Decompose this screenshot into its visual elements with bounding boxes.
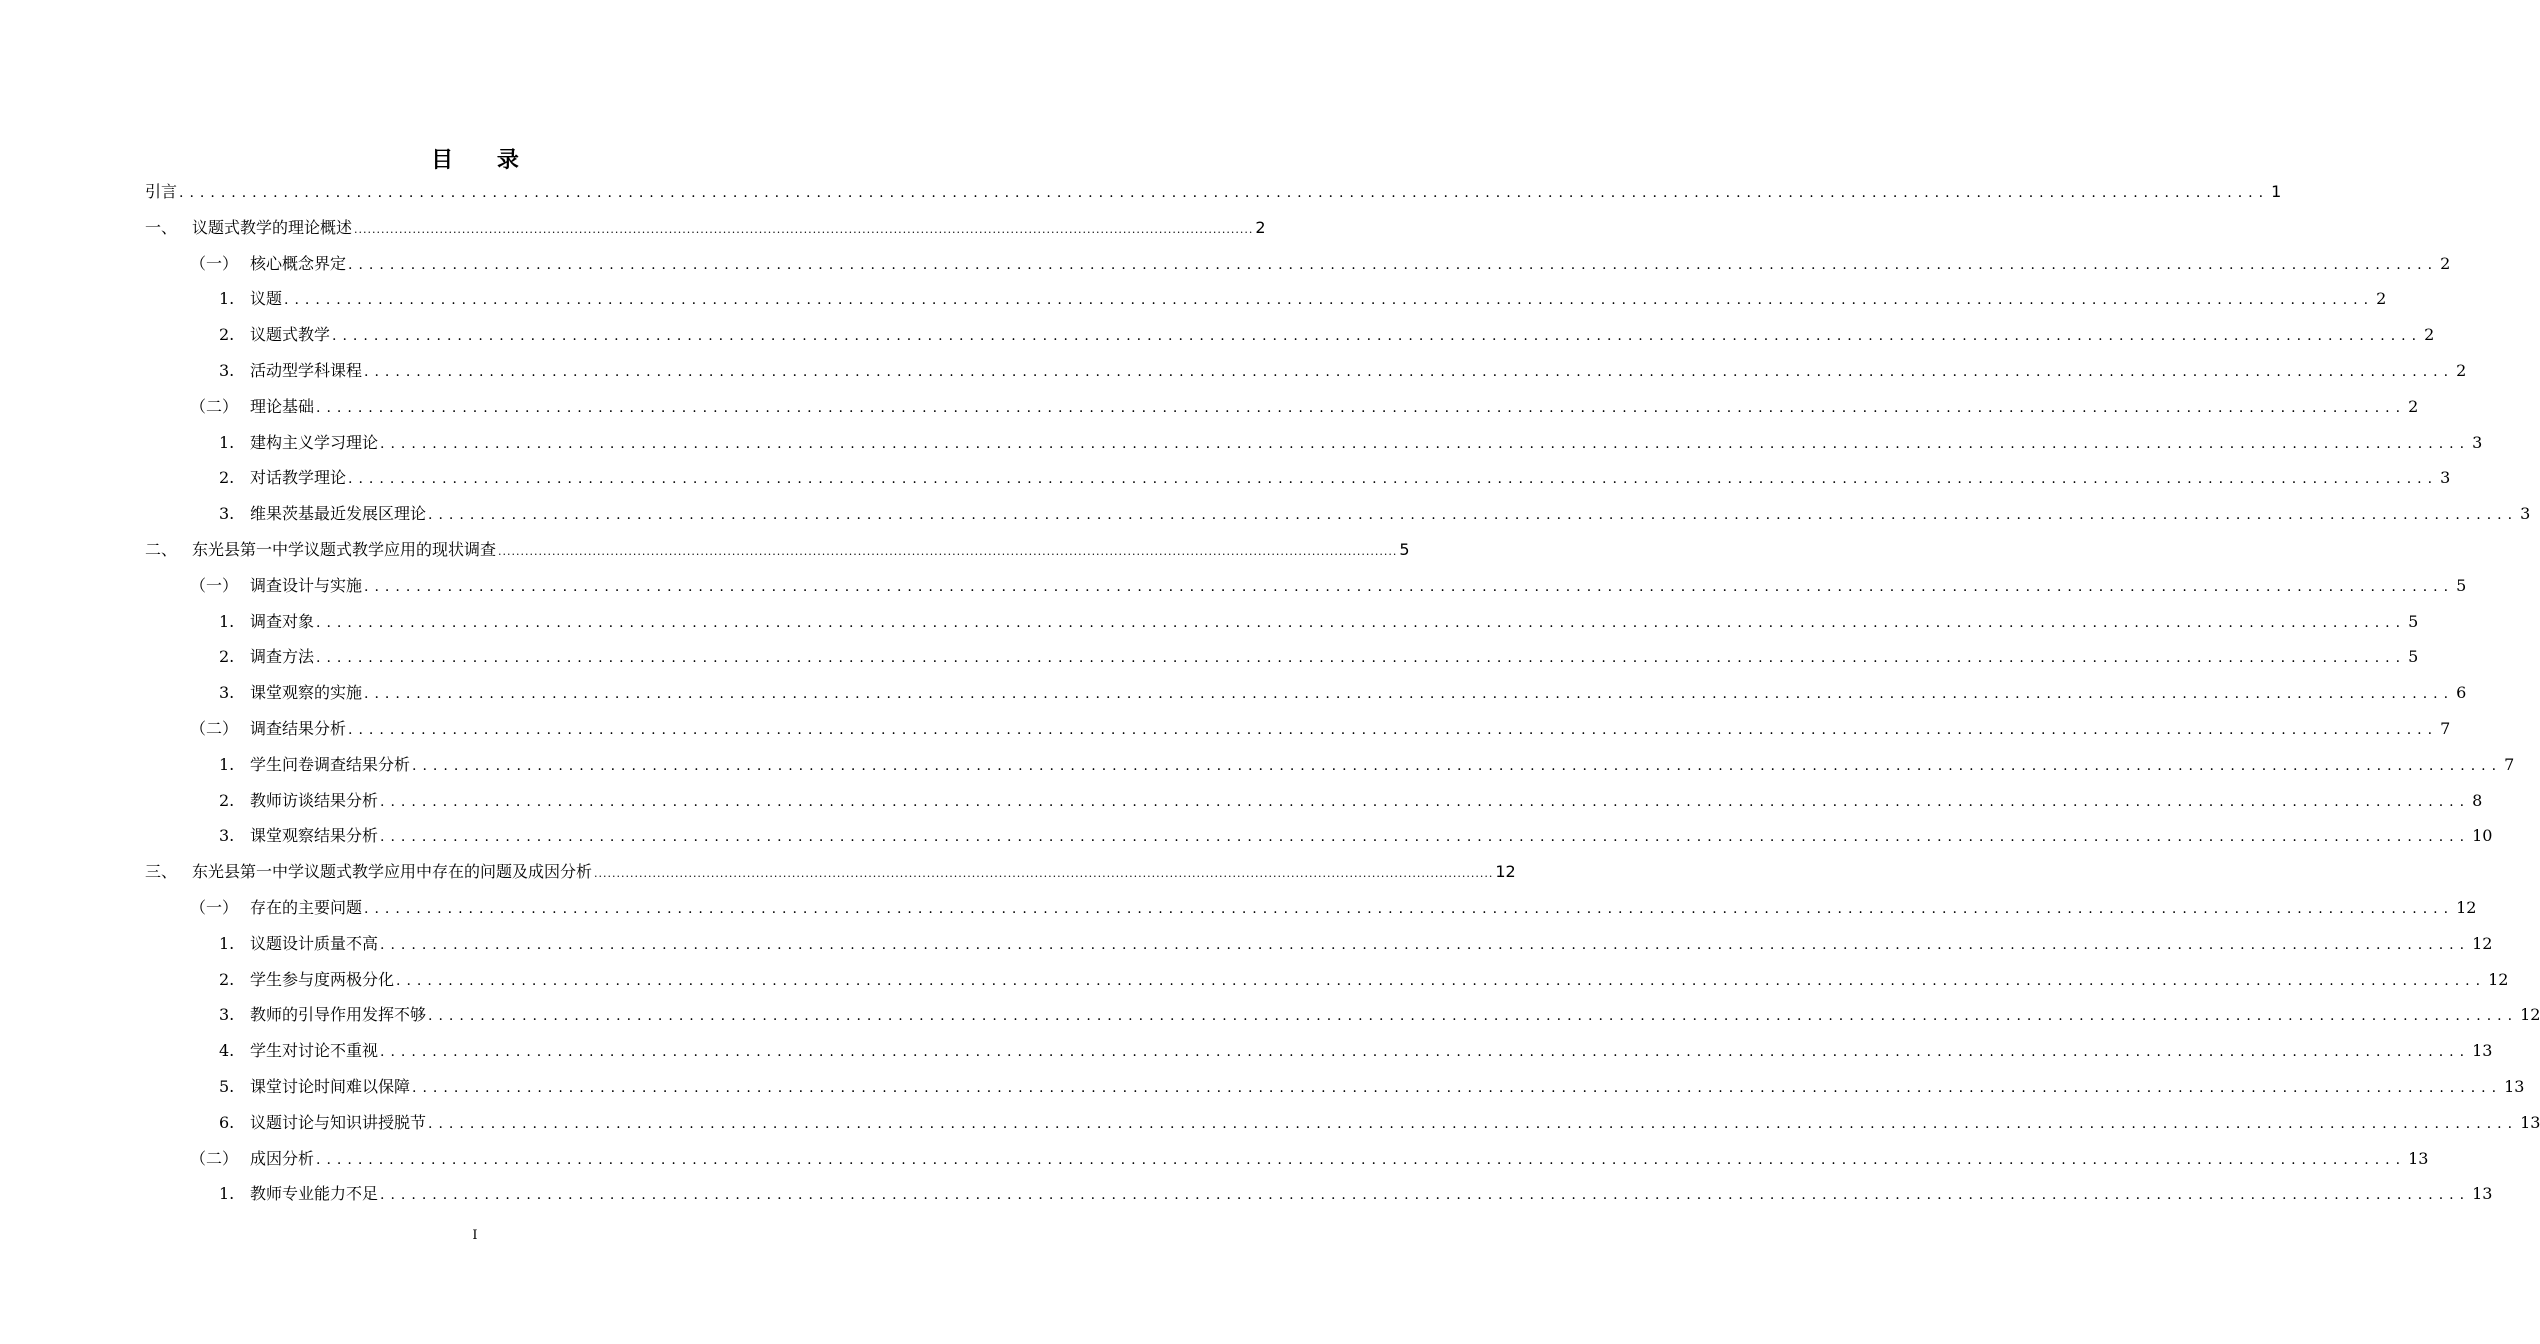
- toc-dot-leader: ........................................................................................................................................................................................................: [364, 686, 2455, 703]
- toc-entry[interactable]: [145, 1069, 2525, 1105]
- toc-entry-page: 5: [2408, 647, 2419, 667]
- toc-dot-leader: ........................................................................................................................................................................................................: [380, 936, 2471, 953]
- toc-dot-leader: ........................................................................................................................................................................................................: [348, 721, 2439, 738]
- toc-entry-number: 1.: [219, 1184, 235, 1204]
- toc-entry-number: 二、: [145, 539, 178, 559]
- toc-entry-page: 2: [2440, 253, 2451, 273]
- toc-entry-page: 13: [2504, 1076, 2525, 1096]
- toc-entry[interactable]: [145, 532, 1410, 568]
- toc-dot-leader: ........................................................................................................................................................................................................: [316, 1151, 2407, 1168]
- toc-entry-page: 13: [2472, 1041, 2493, 1061]
- toc-dot-leader: ........................................................................................................................................................................................................: [364, 900, 2455, 917]
- toc-entry-number: 2.: [219, 790, 235, 810]
- toc-entry-number: （一）: [190, 253, 239, 273]
- toc-entry-page: 13: [2520, 1112, 2540, 1132]
- toc-dot-leader: ........................................................................................................................................................................................................: [380, 1187, 2471, 1204]
- toc-entry-title: 调查设计与实施: [250, 575, 363, 595]
- toc-entry-page: 13: [2408, 1148, 2429, 1168]
- toc-dot-leader: ........................................................................................................................................................................................................: [498, 544, 1398, 558]
- toc-entry[interactable]: [145, 854, 1516, 890]
- toc-entry-title: 理论基础: [250, 396, 315, 416]
- toc-entry-page: 1: [2271, 182, 2282, 201]
- toc-entry-page: 2: [2376, 289, 2387, 309]
- toc-entry-number: （二）: [190, 1148, 239, 1168]
- toc-entry[interactable]: [145, 246, 2451, 282]
- toc-dot-leader: ........................................................................................................................................................................................................: [412, 1079, 2503, 1096]
- toc-dot-leader: ........................................................................................................................................................................................................: [348, 256, 2439, 273]
- toc-entry[interactable]: [145, 926, 2493, 962]
- toc-entry[interactable]: [145, 675, 2467, 711]
- toc-entry-title: 议题讨论与知识讲授脱节: [250, 1112, 427, 1132]
- toc-entry[interactable]: [145, 568, 2467, 604]
- toc-entry-title: 活动型学科课程: [250, 360, 363, 380]
- toc-dot-leader: ........................................................................................................................................................................................................: [348, 471, 2439, 488]
- toc-entry-title: 存在的主要问题: [250, 897, 363, 917]
- toc-entry-page: 2: [1255, 217, 1266, 237]
- toc-entry-number: 2.: [219, 468, 235, 488]
- toc-entry-number: 3.: [219, 360, 235, 380]
- toc-dot-leader: ........................................................................................................................................................................................................: [332, 328, 2423, 345]
- toc-entry[interactable]: [145, 281, 2387, 317]
- toc-entry[interactable]: [145, 818, 2493, 854]
- toc-entry-page: 12: [2456, 897, 2477, 917]
- toc-entry-title: 学生对讨论不重视: [250, 1041, 379, 1061]
- toc-entry[interactable]: [145, 317, 2435, 353]
- toc-entry-page: 10: [2472, 826, 2493, 846]
- toc-entry-title: 对话教学理论: [250, 468, 347, 488]
- toc-entry-title: 学生参与度两极分化: [250, 969, 395, 989]
- toc-entry[interactable]: [145, 425, 2483, 461]
- toc-entry-number: （一）: [190, 897, 239, 917]
- toc-entry[interactable]: [145, 1141, 2429, 1177]
- toc-entry-number: 3.: [219, 683, 235, 703]
- toc-entry-page: 6: [2456, 683, 2467, 703]
- toc-entry-page: 7: [2440, 718, 2451, 738]
- toc-entry-number: 4.: [219, 1041, 235, 1061]
- toc-entry[interactable]: [145, 1105, 2540, 1141]
- toc-entry-page: 5: [2408, 611, 2419, 631]
- toc-entry-page: 5: [2456, 575, 2467, 595]
- toc-dot-leader: ........................................................................................................................................................................................................: [316, 614, 2407, 631]
- toc-entry-page: 12: [1495, 862, 1516, 882]
- toc-dot-leader: ........................................................................................................................................................................................................: [396, 972, 2487, 989]
- toc-entry-title: 东光县第一中学议题式教学应用的现状调查: [192, 539, 497, 559]
- toc-dot-leader: ........................................................................................................................................................................................................: [179, 185, 2270, 201]
- toc-entry-title: 建构主义学习理论: [250, 432, 379, 452]
- toc-entry-number: 2.: [219, 969, 235, 989]
- page-title: 目 录: [431, 147, 537, 173]
- toc-entry-number: 5.: [219, 1076, 235, 1096]
- toc-dot-leader: ........................................................................................................................................................................................................: [316, 399, 2407, 416]
- toc-entry[interactable]: [145, 1176, 2493, 1212]
- toc-dot-leader: ........................................................................................................................................................................................................: [428, 1008, 2519, 1025]
- toc-entry-title: 调查对象: [250, 611, 315, 631]
- toc-entry-title: 调查结果分析: [250, 718, 347, 738]
- toc-dot-leader: ........................................................................................................................................................................................................: [364, 578, 2455, 595]
- toc-dot-leader: ........................................................................................................................................................................................................: [594, 867, 1494, 881]
- toc-dot-leader: ........................................................................................................................................................................................................: [412, 757, 2503, 774]
- toc-entry[interactable]: [145, 174, 2282, 210]
- toc-entry[interactable]: [145, 962, 2509, 998]
- toc-dot-leader: ........................................................................................................................................................................................................: [428, 1115, 2519, 1132]
- toc-entry-title: 议题: [250, 289, 283, 309]
- toc-entry-title: 引言: [145, 182, 178, 201]
- toc-dot-leader: ........................................................................................................................................................................................................: [380, 793, 2471, 810]
- toc-entry[interactable]: [145, 747, 2515, 783]
- toc-entry-number: 1.: [219, 754, 235, 774]
- toc-entry-title: 课堂观察结果分析: [250, 826, 379, 846]
- toc-entry-page: 7: [2504, 754, 2515, 774]
- toc-entry-title: 学生问卷调查结果分析: [250, 754, 411, 774]
- toc-entry-number: 1.: [219, 933, 235, 953]
- toc-dot-leader: ........................................................................................................................................................................................................: [354, 222, 1254, 236]
- toc-entry-title: 教师专业能力不足: [250, 1184, 379, 1204]
- toc-entry-title: 议题设计质量不高: [250, 933, 379, 953]
- toc-entry-page: 8: [2472, 790, 2483, 810]
- toc-entry-number: 6.: [219, 1112, 235, 1132]
- toc-entry-page: 13: [2472, 1184, 2493, 1204]
- toc-entry-title: 议题式教学: [250, 325, 331, 345]
- toc-entry-page: 12: [2520, 1005, 2540, 1025]
- toc-entry-page: 12: [2472, 933, 2493, 953]
- toc-entry[interactable]: [145, 639, 2419, 675]
- toc-entry-number: 1.: [219, 432, 235, 452]
- toc-entry-number: （一）: [190, 575, 239, 595]
- toc-entry-title: 教师访谈结果分析: [250, 790, 379, 810]
- toc-entry-number: （二）: [190, 396, 239, 416]
- toc-entry-number: 三、: [145, 862, 178, 882]
- toc-dot-leader: ........................................................................................................................................................................................................: [284, 292, 2375, 309]
- toc-entry-page: 5: [1399, 539, 1410, 559]
- toc-entry[interactable]: [145, 210, 1266, 246]
- toc-entry-number: 2.: [219, 647, 235, 667]
- toc-entry-page: 3: [2440, 468, 2451, 488]
- toc-entry-page: 3: [2520, 504, 2531, 524]
- toc-entry-title: 成因分析: [250, 1148, 315, 1168]
- toc-entry-title: 教师的引导作用发挥不够: [250, 1005, 427, 1025]
- toc-dot-leader: ........................................................................................................................................................................................................: [380, 435, 2471, 452]
- toc-entry-number: 1.: [219, 289, 235, 309]
- toc-entry-number: 1.: [219, 611, 235, 631]
- toc-entry-number: 3.: [219, 504, 235, 524]
- toc-entry-number: 一、: [145, 217, 178, 237]
- toc-entry[interactable]: [145, 460, 2451, 496]
- toc-entry-title: 课堂讨论时间难以保障: [250, 1076, 411, 1096]
- toc-dot-leader: ........................................................................................................................................................................................................: [380, 1044, 2471, 1061]
- toc-entry[interactable]: [145, 496, 2531, 532]
- toc-entry[interactable]: [145, 604, 2419, 640]
- toc-entry-title: 课堂观察的实施: [250, 683, 363, 703]
- toc-entry-page: 12: [2488, 969, 2509, 989]
- toc-entry-title: 维果茨基最近发展区理论: [250, 504, 427, 524]
- toc-dot-leader: ........................................................................................................................................................................................................: [364, 363, 2455, 380]
- toc-dot-leader: ........................................................................................................................................................................................................: [316, 650, 2407, 667]
- page-footer-number: I: [472, 1228, 478, 1243]
- toc-entry-number: 3.: [219, 826, 235, 846]
- toc-entry[interactable]: [145, 997, 2540, 1033]
- toc-entry-title: 东光县第一中学议题式教学应用中存在的问题及成因分析: [192, 862, 593, 882]
- toc-entry[interactable]: [145, 890, 2477, 926]
- toc-entry-page: 2: [2408, 396, 2419, 416]
- toc-entry[interactable]: [145, 711, 2451, 747]
- toc-entry[interactable]: [145, 353, 2467, 389]
- toc-entry[interactable]: [145, 783, 2483, 819]
- toc-dot-leader: ........................................................................................................................................................................................................: [428, 507, 2519, 524]
- toc-entry-page: 2: [2424, 325, 2435, 345]
- toc-entry[interactable]: [145, 389, 2419, 425]
- toc-entry-page: 2: [2456, 360, 2467, 380]
- toc-entry[interactable]: [145, 1033, 2493, 1069]
- toc-entry-title: 核心概念界定: [250, 253, 347, 273]
- toc-entry-number: （二）: [190, 718, 239, 738]
- toc-entry-title: 调查方法: [250, 647, 315, 667]
- table-of-contents: [145, 174, 2540, 1212]
- toc-entry-title: 议题式教学的理论概述: [192, 217, 353, 237]
- toc-dot-leader: ........................................................................................................................................................................................................: [380, 829, 2471, 846]
- toc-entry-number: 2.: [219, 325, 235, 345]
- toc-entry-page: 3: [2472, 432, 2483, 452]
- toc-entry-number: 3.: [219, 1005, 235, 1025]
